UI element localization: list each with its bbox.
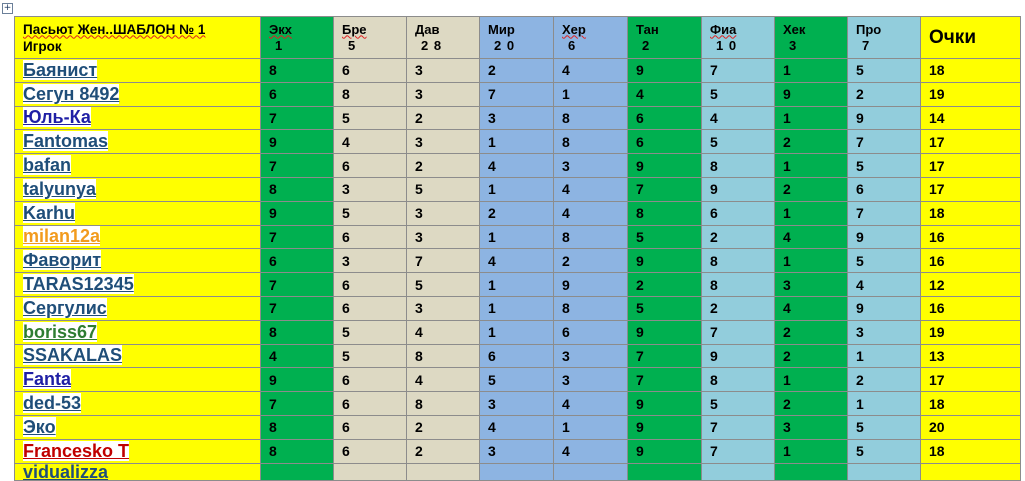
value-cell: 8 — [261, 59, 334, 83]
value-cell: 6 — [702, 201, 775, 225]
value-cell: 5 — [334, 344, 407, 368]
value-cell: 8 — [702, 249, 775, 273]
points-cell: 12 — [921, 273, 1021, 297]
value-cell: 4 — [628, 82, 702, 106]
points-column-header: Очки — [921, 17, 1021, 59]
value-cell: 2 — [775, 130, 848, 154]
value-cell: 8 — [702, 368, 775, 392]
value-cell: 9 — [848, 106, 921, 130]
table-row — [15, 201, 1021, 225]
value-cell: 2 — [775, 177, 848, 201]
value-cell: 6 — [334, 59, 407, 83]
value-cell: 7 — [261, 225, 334, 249]
value-cell: 5 — [702, 130, 775, 154]
value-cell: 7 — [261, 273, 334, 297]
value-cell: 8 — [261, 177, 334, 201]
value-cell: 9 — [628, 59, 702, 83]
value-cell: 9 — [848, 296, 921, 320]
value-cell: 9 — [848, 225, 921, 249]
value-cell: 8 — [261, 439, 334, 463]
value-cell: 6 — [334, 225, 407, 249]
player-name-link[interactable]: vidualizza — [23, 463, 109, 481]
value-cell: 3 — [407, 201, 480, 225]
value-cell: 3 — [554, 344, 628, 368]
value-cell: 6 — [628, 130, 702, 154]
player-name-cell[interactable] — [15, 415, 261, 439]
value-cell: 4 — [480, 415, 554, 439]
value-cell: 9 — [554, 273, 628, 297]
player-name-link[interactable]: TARAS12345 — [23, 274, 134, 295]
value-cell: 2 — [407, 439, 480, 463]
value-cell: 2 — [848, 82, 921, 106]
value-cell: 2 — [775, 320, 848, 344]
value-cell: 4 — [407, 368, 480, 392]
value-cell: 8 — [702, 154, 775, 178]
value-cell: 6 — [334, 439, 407, 463]
value-cell: 7 — [848, 201, 921, 225]
player-name-link[interactable]: Баянист — [23, 59, 98, 80]
player-name-cell[interactable] — [15, 59, 261, 83]
value-cell: 9 — [702, 177, 775, 201]
player-name-link[interactable]: Fanta — [23, 369, 72, 390]
value-cell: 2 — [775, 344, 848, 368]
column-count: 2 — [642, 37, 651, 53]
player-name-cell[interactable] — [15, 130, 261, 154]
player-name-cell[interactable] — [15, 154, 261, 178]
player-name-cell[interactable] — [15, 296, 261, 320]
player-name-link[interactable]: Karhu — [23, 202, 76, 223]
value-cell: 4 — [480, 154, 554, 178]
value-cell: 1 — [848, 344, 921, 368]
column-count: 6 — [568, 37, 577, 53]
column-header-4 — [480, 17, 554, 59]
value-cell: 5 — [848, 249, 921, 273]
value-cell: 5 — [480, 368, 554, 392]
table-row — [15, 296, 1021, 320]
results-table — [14, 16, 1021, 481]
value-cell: 1 — [480, 273, 554, 297]
value-cell: 4 — [775, 225, 848, 249]
table-row — [15, 106, 1021, 130]
value-cell: 8 — [261, 320, 334, 344]
value-cell: 7 — [480, 82, 554, 106]
column-count: 1 — [275, 37, 284, 53]
table-row — [15, 225, 1021, 249]
column-header-2 — [334, 17, 407, 59]
column-abbr: Экх — [269, 21, 292, 37]
value-cell: 5 — [334, 201, 407, 225]
value-cell: 9 — [628, 320, 702, 344]
value-cell: 4 — [554, 439, 628, 463]
value-cell: 1 — [775, 368, 848, 392]
value-cell: 7 — [407, 249, 480, 273]
value-cell: 2 — [407, 106, 480, 130]
value-cell: 1 — [775, 154, 848, 178]
value-cell: 2 — [407, 154, 480, 178]
player-name-cell[interactable] — [15, 439, 261, 463]
points-cell: 16 — [921, 296, 1021, 320]
value-cell: 4 — [848, 273, 921, 297]
table-row — [15, 82, 1021, 106]
player-name-cell[interactable] — [15, 392, 261, 416]
value-cell: 3 — [480, 439, 554, 463]
value-cell: 4 — [261, 344, 334, 368]
column-abbr: Дав — [415, 21, 440, 37]
value-cell: 1 — [775, 59, 848, 83]
value-cell: 6 — [261, 249, 334, 273]
value-cell: 2 — [775, 392, 848, 416]
value-cell: 3 — [775, 415, 848, 439]
value-cell: 9 — [261, 201, 334, 225]
table-row — [15, 344, 1021, 368]
points-cell: 18 — [921, 439, 1021, 463]
column-count: 2 0 — [494, 37, 516, 53]
value-cell: 9 — [628, 392, 702, 416]
points-cell: 19 — [921, 82, 1021, 106]
value-cell: 3 — [848, 320, 921, 344]
value-cell: 7 — [848, 130, 921, 154]
value-cell: 6 — [334, 154, 407, 178]
player-name-link[interactable]: boriss67 — [23, 321, 98, 342]
player-name-link[interactable]: SSAKALAS — [23, 345, 123, 366]
value-cell: 2 — [628, 273, 702, 297]
column-header-7 — [702, 17, 775, 59]
value-cell: 5 — [334, 106, 407, 130]
value-cell: 1 — [480, 296, 554, 320]
table-row — [15, 273, 1021, 297]
value-cell: 3 — [554, 154, 628, 178]
value-cell: 3 — [407, 59, 480, 83]
column-header-1 — [261, 17, 334, 59]
value-cell: 5 — [702, 392, 775, 416]
points-cell: 19 — [921, 320, 1021, 344]
value-cell: 2 — [848, 368, 921, 392]
value-cell: 5 — [407, 177, 480, 201]
points-cell: 17 — [921, 130, 1021, 154]
value-cell: 5 — [848, 59, 921, 83]
value-cell: 7 — [261, 106, 334, 130]
player-name-link[interactable]: milan12a — [23, 226, 101, 247]
column-header-6 — [628, 17, 702, 59]
table-row — [15, 368, 1021, 392]
value-cell: 8 — [554, 296, 628, 320]
value-cell: 2 — [702, 225, 775, 249]
value-cell: 6 — [334, 368, 407, 392]
points-cell: 18 — [921, 392, 1021, 416]
player-name-link[interactable]: Francesko T — [23, 440, 130, 461]
column-abbr: Про — [856, 21, 882, 37]
column-header-5 — [554, 17, 628, 59]
column-abbr: Хер — [562, 21, 586, 37]
table-row — [15, 154, 1021, 178]
value-cell: 3 — [554, 368, 628, 392]
value-cell: 7 — [702, 439, 775, 463]
player-name-cell[interactable] — [15, 177, 261, 201]
player-name-link[interactable]: Эко — [23, 416, 56, 437]
header-row — [15, 17, 1021, 59]
table-row — [15, 177, 1021, 201]
value-cell: 1 — [480, 320, 554, 344]
value-cell: 5 — [848, 439, 921, 463]
player-name-cell[interactable] — [15, 82, 261, 106]
player-name-link[interactable]: Fantomas — [23, 131, 109, 152]
player-name-link[interactable]: bafan — [23, 155, 72, 176]
value-cell: 7 — [628, 344, 702, 368]
header-title-cell — [15, 17, 261, 59]
value-cell: 7 — [261, 296, 334, 320]
value-cell: 8 — [554, 106, 628, 130]
column-header-3 — [407, 17, 480, 59]
player-name-cell[interactable] — [15, 249, 261, 273]
value-cell: 4 — [775, 296, 848, 320]
value-cell: 3 — [407, 82, 480, 106]
column-count: 1 0 — [716, 37, 738, 53]
value-cell: 2 — [407, 415, 480, 439]
value-cell: 2 — [480, 201, 554, 225]
value-cell: 1 — [848, 392, 921, 416]
value-cell: 4 — [334, 130, 407, 154]
points-cell: 14 — [921, 106, 1021, 130]
value-cell: 8 — [554, 130, 628, 154]
value-cell: 4 — [554, 177, 628, 201]
value-cell: 3 — [407, 296, 480, 320]
table-move-handle-icon[interactable]: + — [3, 3, 12, 13]
player-name-cell[interactable] — [15, 201, 261, 225]
value-cell: 7 — [628, 177, 702, 201]
column-count: 7 — [862, 37, 871, 53]
points-cell: 13 — [921, 344, 1021, 368]
value-cell: 6 — [554, 320, 628, 344]
value-cell: 2 — [554, 249, 628, 273]
value-cell: 6 — [628, 106, 702, 130]
player-name-link[interactable]: Фаворит — [23, 250, 102, 271]
value-cell: 8 — [628, 201, 702, 225]
column-abbr: Бре — [342, 21, 367, 37]
value-cell: 1 — [775, 249, 848, 273]
value-cell: 9 — [702, 344, 775, 368]
player-name-cell[interactable] — [15, 225, 261, 249]
value-cell: 1 — [775, 106, 848, 130]
value-cell: 6 — [261, 82, 334, 106]
value-cell: 7 — [628, 368, 702, 392]
value-cell: 1 — [775, 201, 848, 225]
value-cell: 5 — [628, 296, 702, 320]
value-cell: 5 — [848, 415, 921, 439]
value-cell: 6 — [480, 344, 554, 368]
value-cell: 7 — [702, 415, 775, 439]
column-abbr: Тан — [636, 21, 659, 37]
player-name-cell[interactable] — [15, 344, 261, 368]
value-cell: 5 — [702, 82, 775, 106]
value-cell: 9 — [628, 249, 702, 273]
player-name-link[interactable]: Юль-Ка — [23, 107, 91, 128]
table-row — [15, 415, 1021, 439]
player-name-cell[interactable] — [15, 106, 261, 130]
value-cell: 4 — [554, 392, 628, 416]
value-cell: 6 — [848, 177, 921, 201]
value-cell: 6 — [334, 392, 407, 416]
points-cell: 18 — [921, 59, 1021, 83]
value-cell: 7 — [261, 392, 334, 416]
value-cell: 4 — [480, 249, 554, 273]
value-cell: 1 — [480, 177, 554, 201]
points-cell: 18 — [921, 201, 1021, 225]
value-cell: 4 — [407, 320, 480, 344]
points-cell: 20 — [921, 415, 1021, 439]
value-cell: 2 — [702, 296, 775, 320]
value-cell: 8 — [261, 415, 334, 439]
value-cell: 4 — [702, 106, 775, 130]
value-cell: 9 — [261, 130, 334, 154]
column-header-9 — [848, 17, 921, 59]
column-count: 5 — [348, 37, 357, 53]
value-cell: 5 — [407, 273, 480, 297]
table-row — [15, 392, 1021, 416]
table-row — [15, 320, 1021, 344]
points-cell: 16 — [921, 225, 1021, 249]
column-abbr: Фиа — [710, 21, 737, 37]
column-count: 2 8 — [421, 37, 443, 53]
points-cell: 16 — [921, 249, 1021, 273]
value-cell: 8 — [702, 273, 775, 297]
value-cell: 7 — [261, 154, 334, 178]
table-title: Пасьют Жен..ШАБЛОН № 1 — [23, 21, 206, 37]
value-cell: 3 — [407, 225, 480, 249]
points-cell: 17 — [921, 177, 1021, 201]
value-cell: 8 — [407, 344, 480, 368]
column-header-8 — [775, 17, 848, 59]
value-cell: 9 — [628, 415, 702, 439]
value-cell: 6 — [334, 415, 407, 439]
player-name-cell[interactable] — [15, 320, 261, 344]
value-cell: 1 — [480, 225, 554, 249]
value-cell: 5 — [848, 154, 921, 178]
value-cell: 3 — [480, 392, 554, 416]
value-cell: 7 — [702, 320, 775, 344]
value-cell: 9 — [775, 82, 848, 106]
value-cell: 6 — [334, 273, 407, 297]
points-cell: 17 — [921, 154, 1021, 178]
value-cell: 8 — [407, 392, 480, 416]
value-cell: 3 — [407, 130, 480, 154]
value-cell: 9 — [261, 368, 334, 392]
player-name-link[interactable]: Сегун 8492 — [23, 83, 120, 104]
table-row — [15, 59, 1021, 83]
points-cell: 17 — [921, 368, 1021, 392]
value-cell: 1 — [775, 439, 848, 463]
player-name-link[interactable]: Сергулис — [23, 297, 107, 318]
value-cell: 3 — [334, 249, 407, 273]
table-row — [15, 439, 1021, 463]
value-cell: 1 — [480, 130, 554, 154]
column-abbr: Хек — [783, 21, 806, 37]
value-cell: 8 — [554, 225, 628, 249]
value-cell: 1 — [554, 82, 628, 106]
column-count: 3 — [789, 37, 798, 53]
value-cell: 3 — [480, 106, 554, 130]
value-cell: 4 — [554, 201, 628, 225]
table-row — [15, 249, 1021, 273]
column-abbr: Мир — [488, 21, 515, 37]
player-name-cell[interactable] — [15, 368, 261, 392]
value-cell: 5 — [334, 320, 407, 344]
value-cell: 3 — [775, 273, 848, 297]
player-column-header: Игрок — [23, 38, 62, 54]
player-name-cell[interactable] — [15, 273, 261, 297]
value-cell: 9 — [628, 154, 702, 178]
value-cell: 8 — [334, 82, 407, 106]
player-name-link[interactable]: ded-53 — [23, 393, 82, 414]
value-cell: 4 — [554, 59, 628, 83]
value-cell: 7 — [702, 59, 775, 83]
value-cell: 1 — [554, 415, 628, 439]
value-cell: 2 — [480, 59, 554, 83]
value-cell: 9 — [628, 439, 702, 463]
value-cell: 5 — [628, 225, 702, 249]
value-cell: 6 — [334, 296, 407, 320]
player-name-link[interactable]: talyunya — [23, 178, 97, 199]
table-row — [15, 130, 1021, 154]
value-cell: 3 — [334, 177, 407, 201]
